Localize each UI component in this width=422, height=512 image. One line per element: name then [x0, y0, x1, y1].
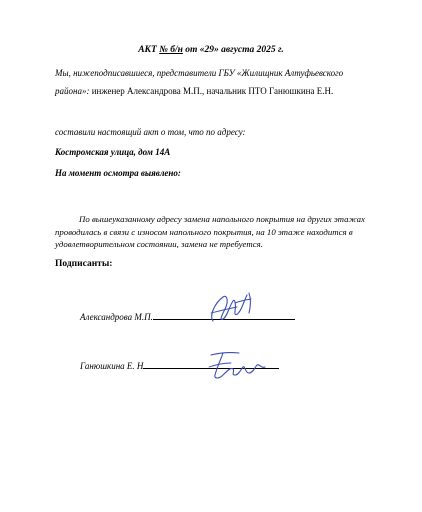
intro-line-2-regular: инженер Александрова М.П., начальник ПТО Ганюшкина Е.Н. — [89, 86, 334, 96]
signer-name-2: Ганюшкина Е. Н — [80, 361, 144, 371]
signature-2-image — [205, 345, 275, 383]
document-title — [0, 45, 422, 55]
intro-line-2-italic: района»: — [55, 86, 90, 96]
address: Костромская улица, дом 14А — [55, 147, 171, 157]
intro-line-2 — [55, 86, 333, 96]
signatories-heading: Подписанты: — [55, 259, 113, 269]
signature-1-image — [205, 285, 265, 327]
inspection-heading: На момент осмотра выявлено: — [55, 168, 181, 178]
title-date: от «29» августа 2025 г. — [182, 45, 284, 55]
title-prefix: АКТ — [138, 45, 160, 55]
composed-line: составили настоящий акт о том, что по адресу: — [55, 127, 246, 137]
findings-paragraph: По вышеуказанному адресу замена напольного покрытия на других этажах проводилась в связи с износом напольного покрытия, на 10 этаже находится в удовлетворительном состоянии, замена не требуется. — [55, 214, 365, 249]
signer-name-1: Александрова М.П. — [80, 312, 153, 322]
title-number: № б/н — [159, 45, 183, 55]
intro-line-1: Мы, нижеподписавшиеся, представители ГБУ «Жилищник Алтуфьевского — [55, 68, 344, 78]
